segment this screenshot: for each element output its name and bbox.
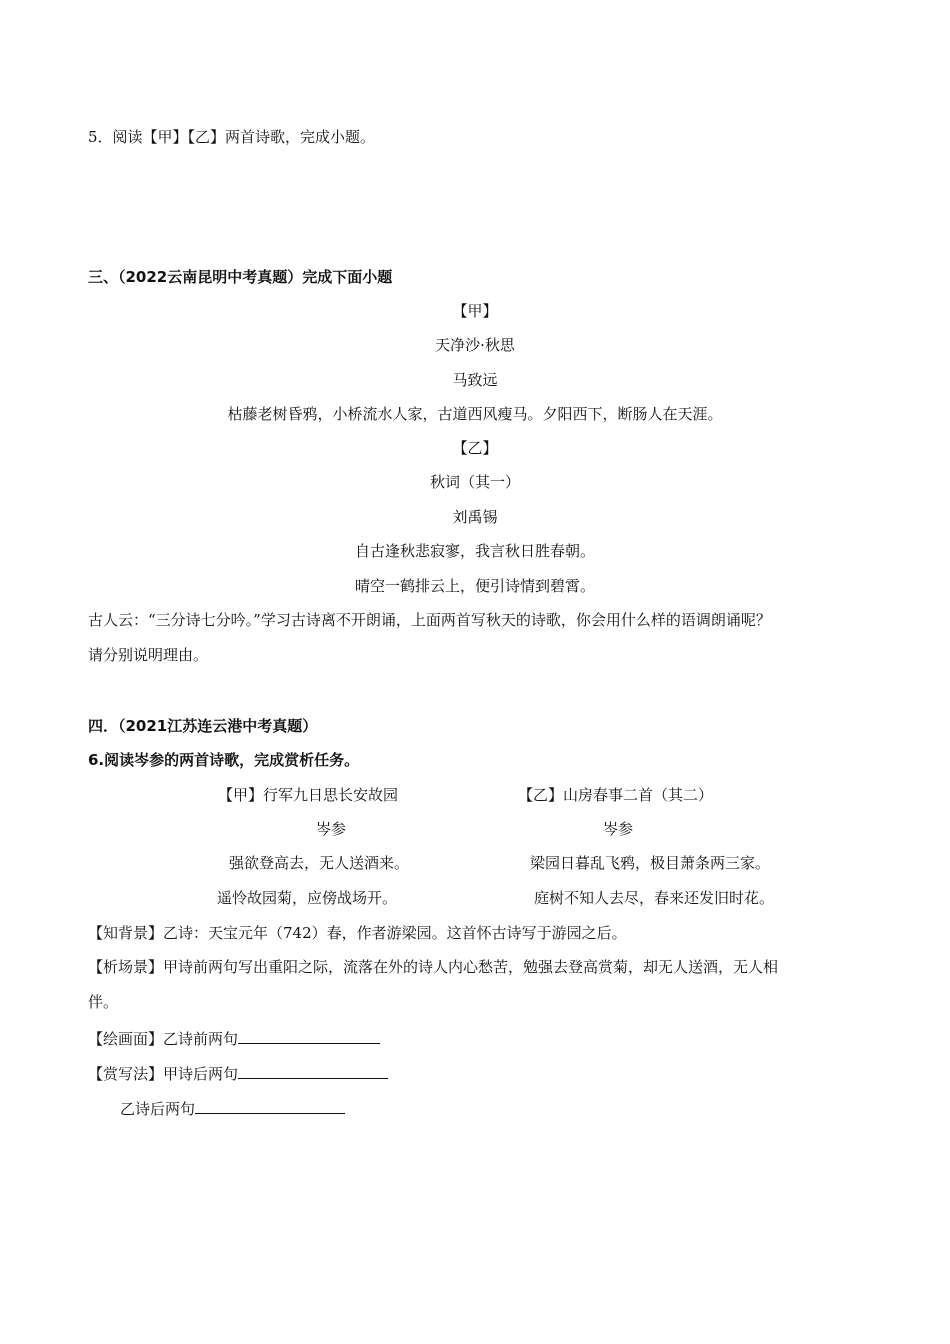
scene-analysis-line-2: 伴。 [88,993,119,1011]
question-5: 5．阅读【甲】【乙】两首诗歌，完成小题。 [88,128,376,146]
poem-b-author: 刘禹锡 [452,508,498,526]
poem-yi-author: 岑参 [603,820,634,838]
poem-a-line: 枯藤老树昏鸦，小桥流水人家，古道西风瘦马。夕阳西下，断肠人在天涯。 [227,405,723,423]
section-3-heading: 三、（2022云南昆明中考真题）完成下面小题 [88,268,393,286]
section-4-heading: 四．（2021江苏连云港中考真题） [88,717,318,735]
poem-b-line-1: 自古逢秋悲寂寥，我言秋日胜春朝。 [354,542,595,560]
appreciate-row-1 [88,1064,388,1084]
poem-jia-line-1: 强欲登高去，无人送酒来。 [229,854,410,872]
poem-b-line-2: 晴空一鹤排云上，便引诗情到碧霄。 [354,577,595,595]
appreciate-answer-blank-1[interactable] [238,1064,388,1079]
draw-scene-answer-blank[interactable] [238,1029,380,1044]
poem-jia-author: 岑参 [316,820,347,838]
appreciate-label-2: 乙诗后两句 [120,1100,196,1118]
poem-yi-line-2: 庭树不知人去尽，春来还发旧时花。 [534,889,775,907]
section-3-question-line-2: 请分别说明理由。 [88,646,209,664]
poem-yi-title: 【乙】山房春事二首（其二） [518,786,714,804]
section-3-question-line-1: 古人云：“三分诗七分吟。”学习古诗离不开朗诵，上面两首写秋天的诗歌，你会用什么样的语调朗诵呢？ [88,611,771,629]
poem-a-tag: 【甲】 [452,302,498,320]
poem-a-author: 马致远 [452,371,498,389]
poem-b-title: 秋词（其一） [429,473,520,491]
appreciate-answer-blank-2[interactable] [195,1099,345,1114]
poem-a-title: 天净沙·秋思 [435,336,515,354]
appreciate-row-2 [120,1099,345,1119]
background-note: 【知背景】乙诗：天宝元年（742）春，作者游梁园。这首怀古诗写于游园之后。 [88,924,627,942]
appreciate-label-1: 【赏写法】甲诗后两句 [88,1065,239,1083]
scene-analysis-line-1: 【析场景】甲诗前两句写出重阳之际，流落在外的诗人内心愁苦，勉强去登高赏菊，却无人送酒，无人相 [88,958,779,976]
draw-scene-label: 【绘画面】乙诗前两句 [88,1030,239,1048]
poem-yi-line-1: 梁园日暮乱飞鸦，极目萧条两三家。 [530,854,771,872]
question-6: 6.阅读岑参的两首诗歌，完成赏析任务。 [88,751,360,769]
draw-scene-row [88,1029,380,1049]
poem-b-tag: 【乙】 [452,439,498,457]
poem-jia-title: 【甲】行军九日思长安故园 [218,786,399,804]
poem-jia-line-2: 遥怜故园菊，应傍战场开。 [217,889,398,907]
